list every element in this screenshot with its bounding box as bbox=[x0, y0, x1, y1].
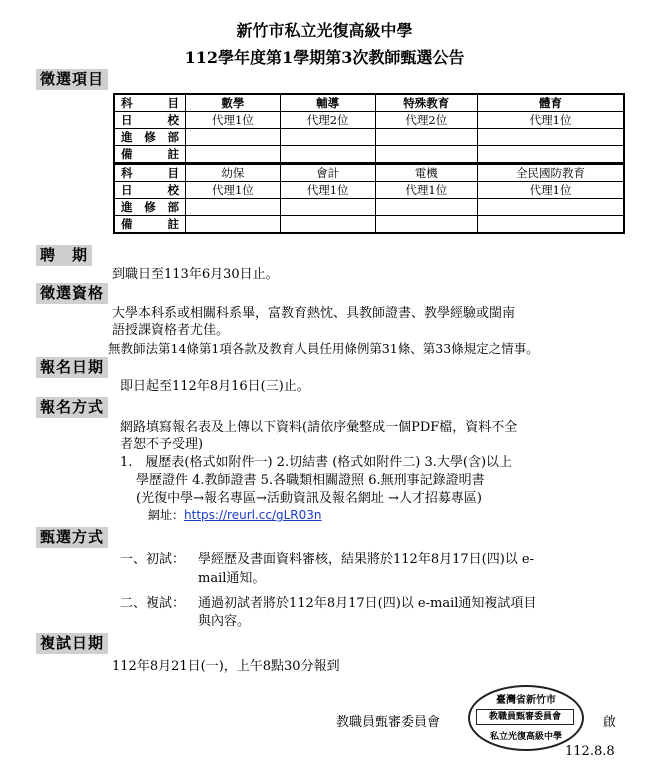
signup-line: 網路填寫報名表及上傳以下資料(請依序彙整成一個PDF檔，資料不全 bbox=[120, 420, 518, 435]
empty-cell bbox=[375, 129, 478, 146]
row-label-remarks: 備註 bbox=[114, 216, 186, 234]
subject-cell: 會計 bbox=[280, 164, 375, 182]
empty-cell bbox=[280, 146, 375, 164]
opening-cell: 代理1位 bbox=[375, 182, 478, 199]
opening-cell: 代理1位 bbox=[478, 112, 624, 129]
subject-cell: 數學 bbox=[186, 94, 281, 112]
school-name: 新竹市私立光復高級中學 bbox=[236, 21, 413, 40]
section-signup-method: 報名方式 bbox=[36, 397, 108, 418]
row-label-subject: 科目 bbox=[114, 164, 186, 182]
opening-cell: 代理1位 bbox=[280, 182, 375, 199]
empty-cell bbox=[186, 199, 281, 216]
empty-cell bbox=[375, 199, 478, 216]
subject-cell: 幼保 bbox=[186, 164, 281, 182]
empty-cell bbox=[186, 216, 281, 234]
opening-cell: 代理2位 bbox=[375, 112, 478, 129]
signup-date-text: 即日起至112年8月16日(三)止。 bbox=[120, 379, 310, 394]
second-round-line: 通過初試者將於112年8月17日(四)以 e-mail通知複試項目 bbox=[198, 596, 537, 611]
subject-cell: 特殊教育 bbox=[375, 94, 478, 112]
empty-cell bbox=[186, 146, 281, 164]
table-row bbox=[114, 182, 624, 199]
first-round-line: 學經歷及書面資料審核，結果將於112年8月17日(四)以 e- bbox=[198, 552, 534, 567]
second-round-line: 與內容。 bbox=[198, 614, 251, 629]
opening-cell: 代理1位 bbox=[478, 182, 624, 199]
row-label-extension: 進修部 bbox=[114, 199, 186, 216]
section-selection-method: 甄選方式 bbox=[36, 527, 108, 548]
subject-cell: 體育 bbox=[478, 94, 624, 112]
committee-name: 教職員甄審委員會 bbox=[336, 715, 441, 730]
qualification-line: 大學本科系或相關科系畢，富教育熱忱、具教師證書、教學經驗或閩南 bbox=[112, 306, 516, 321]
qualification-line: 無教師法第14條第1項各款及教育人員任用條例第31條、第33條規定之情事。 bbox=[108, 341, 539, 356]
signup-line: 1. 履歷表(格式如附件一) 2.切結書 (格式如附件二) 3.大學(含)以上 bbox=[120, 455, 513, 470]
empty-cell bbox=[375, 146, 478, 164]
empty-cell bbox=[186, 129, 281, 146]
table-row bbox=[114, 129, 624, 146]
row-label-subject: 科目 bbox=[114, 94, 186, 112]
row-label-remarks: 備註 bbox=[114, 146, 186, 164]
table-row bbox=[114, 216, 624, 234]
second-round-label: 二、複試： bbox=[120, 596, 186, 611]
table-row bbox=[114, 112, 624, 129]
empty-cell bbox=[375, 216, 478, 234]
announcement-title: 112學年度第1學期第3次教師甄選公告 bbox=[184, 48, 465, 67]
vacancy-table bbox=[113, 93, 625, 234]
seal-top-text: 臺灣省新竹市 bbox=[496, 695, 556, 706]
row-label-day-school: 日校 bbox=[114, 112, 186, 129]
empty-cell bbox=[478, 199, 624, 216]
table-row bbox=[114, 94, 624, 112]
empty-cell bbox=[478, 216, 624, 234]
url-label: 網址： bbox=[148, 508, 185, 522]
seal-bottom-text: 私立光復高級中學 bbox=[489, 732, 562, 742]
table-row bbox=[114, 164, 624, 182]
opening-cell: 代理1位 bbox=[186, 182, 281, 199]
signup-line: (光復中學→報名專區→活動資訊及報名網址 →人才招募專區) bbox=[136, 491, 482, 506]
subject-cell: 輔導 bbox=[280, 94, 375, 112]
section-signup-date: 報名日期 bbox=[36, 357, 108, 378]
section-recruit-items: 徵選項目 bbox=[36, 69, 108, 90]
section-term: 聘 期 bbox=[36, 245, 92, 266]
term-text: 到職日至113年6月30日止。 bbox=[112, 267, 279, 282]
empty-cell bbox=[280, 216, 375, 234]
subject-cell: 電機 bbox=[375, 164, 478, 182]
empty-cell bbox=[478, 146, 624, 164]
row-label-day-school: 日校 bbox=[114, 182, 186, 199]
qualification-line: 語授課資格者尤佳。 bbox=[112, 323, 230, 338]
table-row bbox=[114, 146, 624, 164]
seal-middle-text: 教職員甄審委員會 bbox=[476, 709, 574, 725]
empty-cell bbox=[478, 129, 624, 146]
first-round-line: mail通知。 bbox=[198, 571, 266, 586]
empty-cell bbox=[280, 129, 375, 146]
opening-cell: 代理1位 bbox=[186, 112, 281, 129]
closing-word: 啟 bbox=[603, 715, 617, 730]
signup-line: 者恕不予受理) bbox=[120, 437, 204, 452]
opening-cell: 代理2位 bbox=[280, 112, 375, 129]
section-qualifications: 徵選資格 bbox=[36, 283, 108, 304]
empty-cell bbox=[280, 199, 375, 216]
signup-url-link[interactable]: https://reurl.cc/gLR03n bbox=[184, 508, 322, 522]
first-round-label: 一、初試： bbox=[120, 552, 186, 567]
signup-line: 學歷證件 4.教師證書 5.各職類相關證照 6.無刑事記錄證明書 bbox=[136, 473, 485, 488]
subject-cell: 全民國防教育 bbox=[478, 164, 624, 182]
row-label-extension: 進修部 bbox=[114, 129, 186, 146]
section-retest-date: 複試日期 bbox=[36, 633, 108, 654]
retest-text: 112年8月21日(一)，上午8點30分報到 bbox=[112, 659, 340, 674]
announcement-date: 112.8.8 bbox=[565, 744, 615, 759]
table-row bbox=[114, 199, 624, 216]
